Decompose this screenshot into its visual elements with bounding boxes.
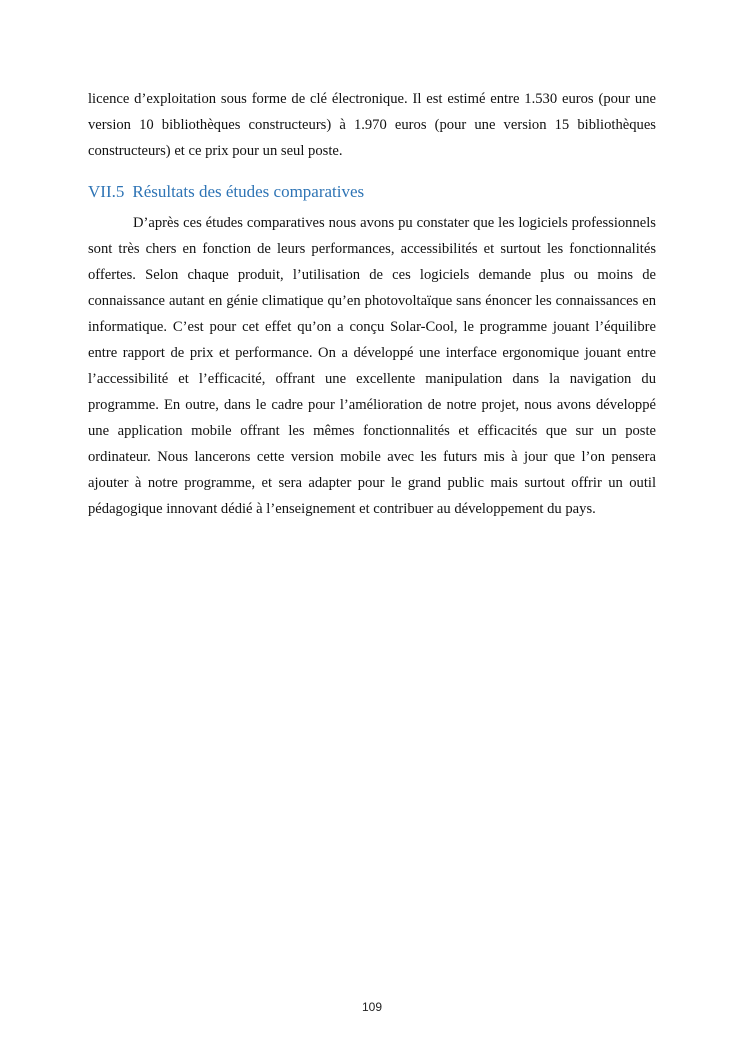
- section-title: Résultats des études comparatives: [132, 182, 365, 201]
- body-paragraph: D’après ces études comparatives nous avons pu constater que les logiciels professionnels sont très chers en fonction de leurs performances, accessibilités et surtout les fonctionnalités offertes. Selon chaque produit, l’utilisation de ces logiciels demande plus ou moins de connaissance autant en génie climatique qu’en photovoltaïque sans énoncer les connaissances en informatique. C’est pour cet effet qu’on a conçu Solar-Cool, le programme jouant l’équilibre entre rapport de prix et performance. On a développé une interface ergonomique jouant entre l’accessibilité et l’efficacité, offrant une excellente manipulation dans la navigation du programme. En outre, dans le cadre pour l’amélioration de notre projet, nous avons développé une application mobile offrant les mêmes fonctionnalités et efficacités que sur un poste ordinateur. Nous lancerons cette version mobile avec les futurs mis à jour que l’on pensera ajouter à notre programme, et sera adapter pour le grand public mais surtout offrir un outil pédagogique innovant dédié à l’enseignement et contribuer au développement du pays.: [88, 215, 656, 517]
- section-heading: [88, 180, 656, 204]
- page-number: 109: [361, 1000, 383, 1014]
- intro-paragraph: licence d’exploitation sous forme de clé électronique. Il est estimé entre 1.530 euros (pour une version 10 bibliothèques constructeurs) à 1.970 euros (pour une version 15 bibliothèques constructeurs) et ce prix pour un seul poste.: [88, 91, 656, 159]
- page-content: [88, 86, 656, 522]
- section-number: VII.5: [88, 182, 125, 201]
